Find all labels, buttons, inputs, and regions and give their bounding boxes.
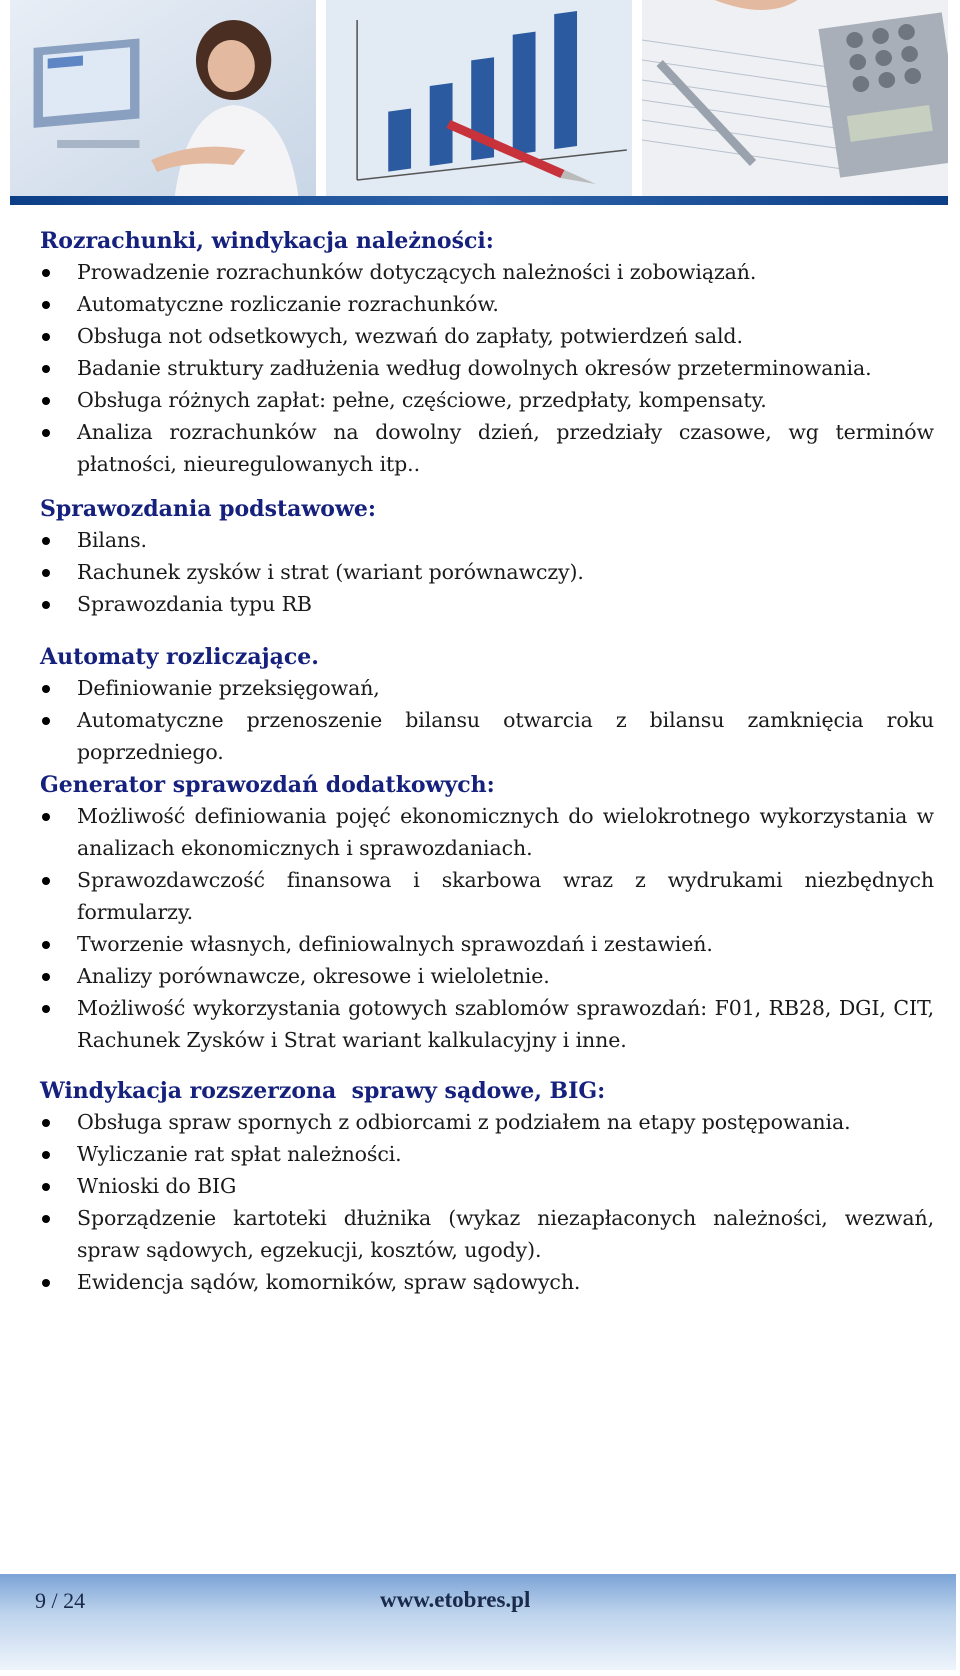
- list-item: Sprawozdawczość finansowa i skarbowa wraz z wydrukami niezbędnych formularzy.: [40, 864, 934, 928]
- bullet-list: [40, 672, 934, 768]
- section-rozrachunki: [40, 226, 934, 480]
- page-footer: [0, 1574, 956, 1670]
- document-body: [40, 226, 934, 1314]
- bullet-list: [40, 256, 934, 480]
- list-item: Sprawozdania typu RB: [40, 588, 934, 620]
- list-item: Sporządzenie kartoteki dłużnika (wykaz niezapłaconych należności, wezwań, spraw sądowych, egzekucji, kosztów, ugody).: [40, 1202, 934, 1266]
- bullet-list: [40, 800, 934, 1056]
- banner-photo-woman-computer: [10, 0, 316, 196]
- list-item: Analiza rozrachunków na dowolny dzień, przedziały czasowe, wg terminów płatności, nieuregulowanych itp..: [40, 416, 934, 480]
- list-item: Badanie struktury zadłużenia według dowolnych okresów przeterminowania.: [40, 352, 934, 384]
- list-item: Możliwość wykorzystania gotowych szablomów sprawozdań: F01, RB28, DGI, CIT, Rachunek Zysków i Strat wariant kalkulacyjny i inne.: [40, 992, 934, 1056]
- list-item: Ewidencja sądów, komorników, spraw sądowych.: [40, 1266, 934, 1298]
- page-number: 9 / 24: [35, 1588, 86, 1613]
- list-item: Obsługa różnych zapłat: pełne, częściowe, przedpłaty, kompensaty.: [40, 384, 934, 416]
- list-item: Wyliczanie rat spłat należności.: [40, 1138, 934, 1170]
- bullet-list: [40, 1106, 934, 1298]
- list-item: Automatyczne rozliczanie rozrachunków.: [40, 288, 934, 320]
- website-url: www.etobres.pl: [380, 1587, 531, 1612]
- section-sprawozdania-podstawowe: [40, 494, 934, 620]
- bullet-list: [40, 524, 934, 620]
- list-item: Możliwość definiowania pojęć ekonomicznych do wielokrotnego wykorzystania w analizach ekonomicznych i sprawozdaniach.: [40, 800, 934, 864]
- list-item: Rachunek zysków i strat (wariant porównawczy).: [40, 556, 934, 588]
- header-banner: [10, 0, 948, 205]
- section-title: Automaty rozliczające.: [40, 644, 319, 670]
- list-item: Automatyczne przenoszenie bilansu otwarcia z bilansu zamknięcia roku poprzedniego.: [40, 704, 934, 768]
- section-title: Windykacja rozszerzona sprawy sądowe, BIG:: [40, 1078, 606, 1104]
- banner-divider: [10, 196, 948, 205]
- list-item: Bilans.: [40, 524, 934, 556]
- banner-photo-calculator: [642, 0, 948, 196]
- list-item: Analizy porównawcze, okresowe i wieloletnie.: [40, 960, 934, 992]
- list-item: Wnioski do BIG: [40, 1170, 934, 1202]
- section-generator: [40, 770, 934, 1056]
- list-item: Tworzenie własnych, definiowalnych sprawozdań i zestawień.: [40, 928, 934, 960]
- banner-photo-bar-chart: [326, 0, 632, 196]
- section-windykacja-rozszerzona: [40, 1076, 934, 1298]
- section-title: Sprawozdania podstawowe:: [40, 496, 377, 522]
- list-item: Obsługa spraw spornych z odbiorcami z podziałem na etapy postępowania.: [40, 1106, 934, 1138]
- list-item: Prowadzenie rozrachunków dotyczących należności i zobowiązań.: [40, 256, 934, 288]
- section-title: Rozrachunki, windykacja należności:: [40, 228, 494, 254]
- list-item: Obsługa not odsetkowych, wezwań do zapłaty, potwierdzeń sald.: [40, 320, 934, 352]
- list-item: Definiowanie przeksięgowań,: [40, 672, 934, 704]
- section-title: Generator sprawozdań dodatkowych:: [40, 772, 495, 798]
- section-automaty: [40, 642, 934, 768]
